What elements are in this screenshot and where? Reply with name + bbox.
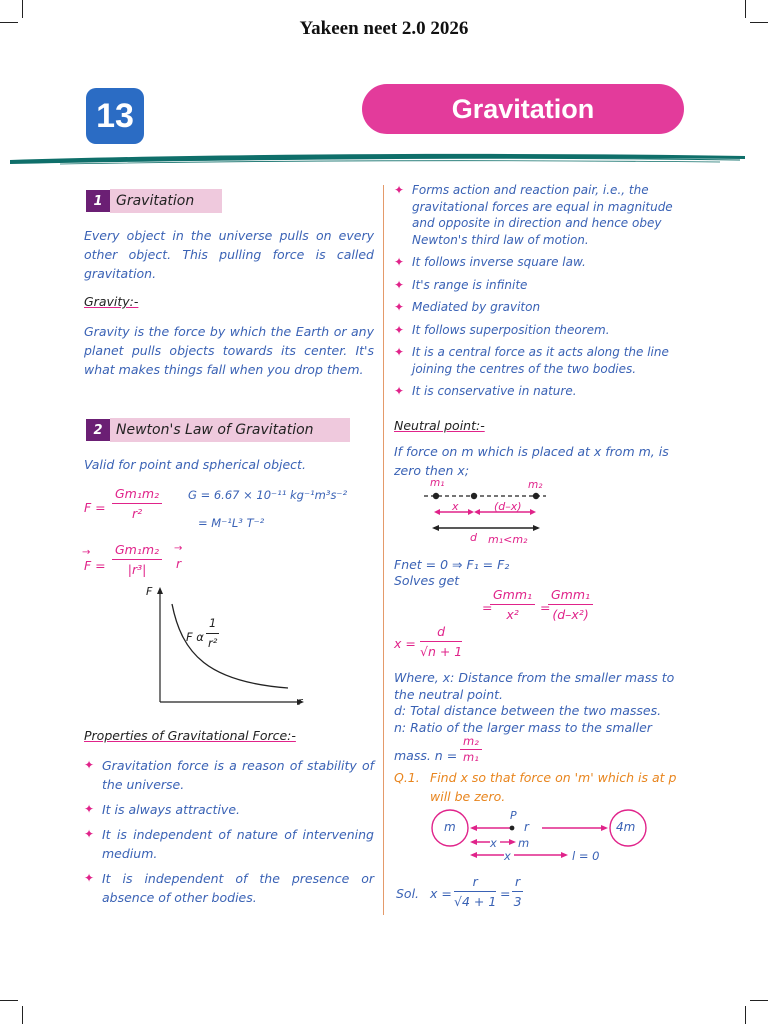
- fnet-equation: Fnet = 0 ⇒ F₁ = F₂: [394, 557, 510, 572]
- list-item: ✦ It is independent of nature of intervening medium.: [84, 827, 374, 861]
- star-bullet-icon: ✦: [394, 255, 405, 269]
- star-bullet-icon: ✦: [84, 802, 95, 816]
- question-equation: l = 0: [572, 849, 600, 863]
- neutral-m2-label: m₂: [528, 479, 543, 491]
- list-item: ✦ It's range is infinite: [394, 277, 528, 292]
- gravitation-paragraph: Every object in the universe pulls on every other object. This pulling force is called gravitation.: [84, 228, 374, 281]
- where-line: Where, x: Distance from the smaller mass to the neutral point.: [394, 670, 675, 702]
- x-numerator: d: [420, 622, 462, 642]
- list-item: ✦ It follows superposition theorem.: [394, 322, 610, 337]
- graph-relation-label: F α: [186, 630, 204, 644]
- neutral-condition: m₁<m₂: [488, 533, 528, 546]
- list-item: ✦ Mediated by graviton: [394, 300, 541, 314]
- list-item: ✦ It is a central force as it acts along the line joining the centres of the two bodies.: [394, 345, 669, 376]
- question-right-mass: 4m: [616, 820, 636, 834]
- star-bullet-icon: ✦: [394, 183, 405, 197]
- list-item: ✦ It is independent of the presence or absence of other bodies.: [84, 871, 374, 905]
- solution-x-label: x =: [430, 886, 452, 901]
- question-text: Find x so that force on 'm' which is at p will be zero.: [430, 770, 677, 804]
- crop-mark: [750, 1000, 768, 1001]
- neutral-eq-denominator-2: (d–x²): [552, 607, 589, 622]
- x-equation-fraction: [420, 622, 462, 661]
- graph-relation-numerator: 1: [206, 614, 219, 634]
- star-bullet-icon: ✦: [394, 300, 405, 314]
- crop-mark: [0, 1000, 18, 1001]
- vector-denominator: |r³|: [127, 562, 147, 577]
- neutral-eq-numerator-2: Gmm₁: [548, 585, 593, 605]
- gravitational-constant: G = 6.67 × 10⁻¹¹ kg⁻¹m³s⁻²: [188, 488, 348, 502]
- section-2-heading: [86, 418, 354, 442]
- solution-label: Sol.: [396, 886, 420, 901]
- neutral-point-subheading: Neutral point:-: [394, 418, 485, 433]
- graph-x-label: r: [298, 695, 303, 708]
- crop-mark: [745, 0, 746, 18]
- equals-sign: =: [540, 600, 551, 615]
- vector-r: r: [176, 556, 182, 571]
- solution-numerator-2: r: [512, 872, 523, 892]
- graph-relation-fraction: [206, 614, 219, 653]
- question-x2-label: x: [504, 849, 511, 863]
- section-2-number: 2: [86, 419, 110, 441]
- list-item: ✦ It follows inverse square law.: [394, 255, 586, 269]
- neutral-equation-fraction-2: [548, 585, 593, 624]
- question-left-mass: m: [444, 820, 456, 834]
- crop-mark: [22, 1006, 23, 1024]
- vector-arrow-r: →: [174, 543, 183, 554]
- header-brush-divider: [0, 148, 768, 170]
- neutral-eq-numerator-1: Gmm₁: [490, 585, 535, 605]
- list-item: ✦ Gravitation force is a reason of stability of the universe.: [84, 758, 374, 792]
- chapter-title: Gravitation: [362, 84, 684, 134]
- crop-mark: [745, 1006, 746, 1024]
- section-1-heading: [86, 189, 226, 213]
- newton-law-intro: Valid for point and spherical object.: [84, 457, 306, 472]
- mass-ratio-denominator: m₁: [463, 750, 479, 764]
- neutral-eq-denominator-1: x²: [506, 607, 519, 622]
- force-numerator: Gm₁m₂: [112, 484, 162, 504]
- where-line: n: Ratio of the larger mass to the smaller: [394, 719, 652, 735]
- gravity-subheading: Gravity:-: [84, 294, 139, 309]
- section-1-title: Gravitation: [110, 189, 222, 213]
- question-r-label: r: [524, 820, 529, 834]
- gravitational-constant-dimension: = M⁻¹L³ T⁻²: [198, 516, 265, 530]
- neutral-d-label: d: [470, 531, 477, 544]
- x-equation-label: x =: [394, 636, 416, 651]
- neutral-dx-label: (d–x): [494, 500, 522, 513]
- star-bullet-icon: ✦: [84, 827, 95, 841]
- column-divider: [383, 185, 384, 915]
- list-item: ✦ It is always attractive.: [84, 802, 240, 817]
- inverse-square-graph: [148, 584, 312, 708]
- mass-ratio-numerator: m₂: [460, 734, 482, 750]
- vector-equation-fraction: [112, 540, 162, 579]
- solution-fraction-2: [512, 872, 523, 911]
- properties-list-continued: [394, 182, 686, 406]
- equals-sign: =: [482, 600, 493, 615]
- vector-equation-label: F =: [84, 558, 106, 573]
- section-2-title: Newton's Law of Gravitation: [110, 418, 350, 442]
- list-item: ✦ Forms action and reaction pair, i.e., the gravitational forces are equal in magnitude and opposite in direction and hence obey Newton's third law of motion.: [394, 183, 673, 247]
- star-bullet-icon: ✦: [394, 345, 405, 359]
- page-header-title: Yakeen neet 2.0 2026: [299, 18, 469, 39]
- solution-denominator-1: √4 + 1: [454, 894, 497, 909]
- solves-get-text: Solves get: [394, 573, 460, 588]
- section-1-number: 1: [86, 190, 110, 212]
- solution-denominator-2: 3: [513, 894, 522, 909]
- star-bullet-icon: ✦: [394, 384, 405, 398]
- force-equation-fraction: [112, 484, 162, 523]
- gravity-paragraph: Gravity is the force by which the Earth or any planet pulls objects towards its center. It's what makes things fall when you drop them.: [84, 324, 374, 377]
- mass-ratio-label: mass. n =: [394, 748, 458, 763]
- graph-relation-denominator: r²: [207, 636, 218, 650]
- question-x1-label: x: [490, 836, 497, 850]
- graph-y-label: F: [146, 585, 153, 598]
- question-label: Q.1.: [394, 770, 420, 785]
- mass-ratio-fraction: [460, 734, 482, 765]
- vector-arrow-f: →: [82, 547, 91, 558]
- properties-subheading: Properties of Gravitational Force:-: [84, 728, 296, 743]
- neutral-point-diagram: [422, 488, 550, 538]
- equals-sign: =: [500, 886, 511, 901]
- neutral-where-block: [394, 670, 684, 736]
- neutral-equation-fraction-1: [490, 585, 535, 624]
- chapter-number-badge: 13: [86, 88, 144, 144]
- force-equation-label: F =: [84, 500, 106, 515]
- question-point-p: P: [510, 809, 517, 822]
- properties-list: [84, 756, 374, 913]
- neutral-m1-label: m₁: [430, 477, 445, 489]
- neutral-x-label: x: [452, 500, 459, 513]
- solution-numerator-1: r: [454, 872, 496, 892]
- vector-numerator: Gm₁m₂: [112, 540, 162, 560]
- list-item: ✦ It is conservative in nature.: [394, 384, 577, 398]
- star-bullet-icon: ✦: [394, 322, 405, 337]
- x-denominator: √n + 1: [420, 644, 463, 659]
- solution-fraction-1: [454, 872, 496, 911]
- where-line: d: Total distance between the two masses.: [394, 703, 662, 718]
- star-bullet-icon: ✦: [394, 277, 405, 292]
- crop-mark: [22, 0, 23, 18]
- neutral-point-text: If force on m which is placed at x from m, is zero then x;: [394, 444, 669, 478]
- question-m-arrow-label: m: [518, 836, 530, 850]
- star-bullet-icon: ✦: [84, 871, 95, 885]
- star-bullet-icon: ✦: [84, 758, 95, 772]
- force-denominator: r²: [131, 506, 143, 521]
